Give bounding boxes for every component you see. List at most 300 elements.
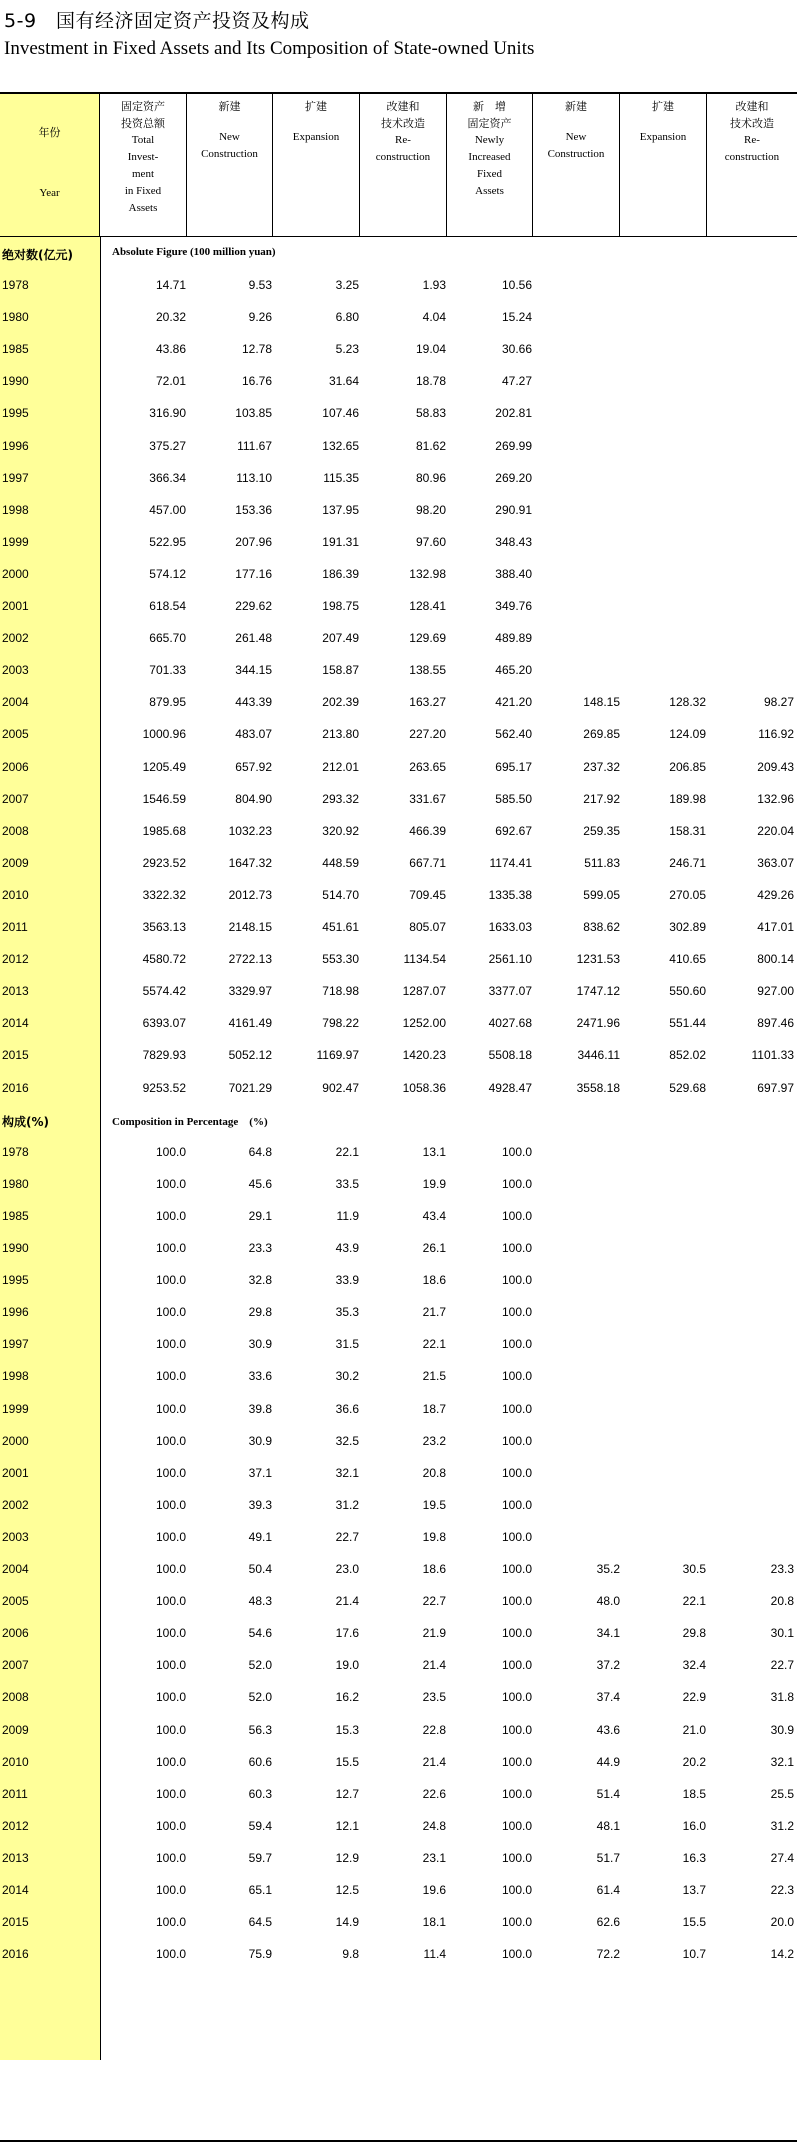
value-cell: 417.01 bbox=[757, 920, 794, 934]
value-cell: 59.7 bbox=[248, 1850, 272, 1865]
value-cell: 229.62 bbox=[235, 599, 272, 613]
value-cell: 24.8 bbox=[422, 1818, 446, 1833]
table-row bbox=[0, 1585, 797, 1617]
value-cell: 100.0 bbox=[155, 1915, 186, 1930]
value-cell: 695.17 bbox=[495, 759, 532, 774]
value-cell: 465.20 bbox=[495, 663, 532, 678]
value-cell: 100.0 bbox=[155, 1562, 186, 1576]
value-cell: 19.5 bbox=[422, 1497, 446, 1512]
value-cell: 207.96 bbox=[235, 534, 272, 549]
value-cell: 132.98 bbox=[409, 566, 446, 581]
value-cell: 9.8 bbox=[342, 1947, 359, 1962]
value-cell: 62.6 bbox=[596, 1915, 620, 1930]
year-cell: 2013 bbox=[2, 1850, 29, 1865]
value-cell: 97.60 bbox=[415, 534, 446, 549]
column-header-english: Total Invest- ment in Fixed Assets bbox=[124, 134, 162, 214]
year-cell: 2007 bbox=[2, 1658, 29, 1673]
value-cell: 100.0 bbox=[155, 1818, 186, 1833]
value-cell: 4928.47 bbox=[488, 1080, 532, 1095]
table-row bbox=[0, 1072, 797, 1104]
value-cell: 186.39 bbox=[322, 566, 359, 581]
year-cell: 1978 bbox=[2, 278, 29, 292]
year-cell: 1978 bbox=[2, 1144, 29, 1159]
value-cell: 421.20 bbox=[495, 695, 532, 710]
section-label-chinese: 构成(%) bbox=[2, 1114, 49, 1129]
value-cell: 511.83 bbox=[584, 855, 620, 870]
value-cell: 3563.13 bbox=[142, 920, 186, 934]
table-row bbox=[0, 1007, 797, 1039]
column-header-3 bbox=[273, 94, 360, 236]
column-header-english: Expansion bbox=[639, 131, 687, 143]
value-cell: 246.71 bbox=[669, 855, 706, 870]
value-cell: 113.10 bbox=[236, 470, 272, 485]
year-cell: 1997 bbox=[2, 470, 29, 485]
value-cell: 22.3 bbox=[770, 1883, 794, 1897]
value-cell: 23.3 bbox=[770, 1562, 794, 1576]
value-cell: 100.0 bbox=[155, 1690, 186, 1705]
year-cell: 2004 bbox=[2, 1562, 29, 1576]
value-cell: 22.1 bbox=[422, 1337, 446, 1352]
value-cell: 100.0 bbox=[501, 1850, 532, 1865]
value-cell: 16.0 bbox=[682, 1818, 706, 1833]
value-cell: 21.4 bbox=[422, 1754, 446, 1769]
value-cell: 1101.33 bbox=[751, 1048, 794, 1063]
table-row bbox=[0, 1457, 797, 1489]
value-cell: 270.05 bbox=[669, 887, 706, 902]
year-cell: 2007 bbox=[2, 791, 29, 806]
value-cell: 80.96 bbox=[415, 470, 446, 485]
value-cell: 100.0 bbox=[501, 1690, 532, 1705]
table-row bbox=[0, 975, 797, 1007]
value-cell: 29.8 bbox=[248, 1305, 272, 1320]
value-cell: 227.20 bbox=[409, 727, 446, 742]
table-row bbox=[0, 397, 797, 429]
year-cell: 2005 bbox=[2, 727, 29, 742]
value-cell: 1420.23 bbox=[402, 1048, 446, 1063]
value-cell: 100.0 bbox=[501, 1208, 532, 1223]
value-cell: 20.2 bbox=[682, 1754, 706, 1769]
year-cell: 2001 bbox=[2, 1465, 29, 1480]
value-cell: 31.8 bbox=[770, 1690, 794, 1705]
section-heading-section_percent bbox=[0, 1104, 797, 1136]
value-cell: 21.7 bbox=[422, 1305, 446, 1320]
value-cell: 107.46 bbox=[322, 406, 359, 421]
value-cell: 6393.07 bbox=[142, 1016, 186, 1031]
value-cell: 100.0 bbox=[155, 1658, 186, 1673]
column-header-chinese: 固定资产 投资总额 bbox=[121, 100, 165, 130]
table-row bbox=[0, 718, 797, 750]
year-cell: 2012 bbox=[2, 1818, 29, 1833]
table-row bbox=[0, 1232, 797, 1264]
value-cell: 20.32 bbox=[155, 310, 186, 325]
table-row bbox=[0, 1842, 797, 1874]
table-title-english: Investment in Fixed Assets and Its Composition of State-owned Units bbox=[4, 38, 535, 59]
value-cell: 72.01 bbox=[155, 374, 186, 389]
value-cell: 22.7 bbox=[422, 1594, 446, 1609]
value-cell: 838.62 bbox=[583, 920, 620, 934]
value-cell: 23.2 bbox=[422, 1433, 446, 1448]
value-cell: 11.9 bbox=[336, 1208, 359, 1223]
year-cell: 2004 bbox=[2, 695, 29, 710]
value-cell: 489.89 bbox=[495, 631, 532, 646]
table-row bbox=[0, 1360, 797, 1392]
value-cell: 100.0 bbox=[155, 1337, 186, 1352]
value-cell: 43.6 bbox=[596, 1722, 620, 1737]
value-cell: 19.0 bbox=[335, 1658, 359, 1673]
value-cell: 100.0 bbox=[501, 1241, 532, 1255]
table-row bbox=[0, 558, 797, 590]
table-row bbox=[0, 590, 797, 622]
column-header-7 bbox=[620, 94, 707, 236]
value-cell: 429.26 bbox=[757, 887, 794, 902]
value-cell: 19.8 bbox=[422, 1529, 446, 1544]
year-cell: 2011 bbox=[2, 1786, 28, 1801]
value-cell: 692.67 bbox=[495, 823, 532, 838]
value-cell: 18.6 bbox=[422, 1562, 446, 1576]
table-row bbox=[0, 1906, 797, 1938]
value-cell: 33.5 bbox=[335, 1176, 359, 1191]
value-cell: 22.1 bbox=[682, 1594, 706, 1609]
value-cell: 100.0 bbox=[501, 1786, 532, 1801]
value-cell: 100.0 bbox=[501, 1273, 532, 1288]
value-cell: 12.5 bbox=[335, 1883, 359, 1897]
column-header-english: New Construction bbox=[547, 131, 605, 160]
year-cell: 2011 bbox=[2, 920, 28, 934]
column-header-0 bbox=[0, 94, 100, 236]
table-row bbox=[0, 1039, 797, 1071]
column-header-english: Re- construction bbox=[724, 134, 780, 163]
year-cell: 2006 bbox=[2, 1626, 29, 1641]
value-cell: 852.02 bbox=[669, 1048, 706, 1063]
value-cell: 207.49 bbox=[322, 631, 359, 646]
value-cell: 100.0 bbox=[501, 1883, 532, 1897]
value-cell: 100.0 bbox=[155, 1305, 186, 1320]
value-cell: 18.78 bbox=[415, 374, 446, 389]
value-cell: 61.4 bbox=[596, 1883, 620, 1897]
value-cell: 177.16 bbox=[235, 566, 272, 581]
value-cell: 15.5 bbox=[335, 1754, 359, 1769]
value-cell: 18.7 bbox=[422, 1401, 446, 1416]
year-cell: 2010 bbox=[2, 1754, 29, 1769]
value-cell: 11.4 bbox=[423, 1947, 446, 1962]
value-cell: 52.0 bbox=[248, 1690, 272, 1705]
value-cell: 100.0 bbox=[501, 1337, 532, 1352]
value-cell: 667.71 bbox=[409, 855, 446, 870]
table-row bbox=[0, 1521, 797, 1553]
table-row bbox=[0, 1681, 797, 1713]
value-cell: 64.5 bbox=[248, 1915, 272, 1930]
value-cell: 14.2 bbox=[770, 1947, 794, 1962]
section-heading-section_absolute bbox=[0, 237, 797, 269]
value-cell: 32.5 bbox=[335, 1433, 359, 1448]
value-cell: 19.6 bbox=[422, 1883, 446, 1897]
value-cell: 32.1 bbox=[770, 1754, 794, 1769]
value-cell: 30.9 bbox=[770, 1722, 794, 1737]
table-row bbox=[0, 1810, 797, 1842]
table-row bbox=[0, 686, 797, 718]
value-cell: 22.8 bbox=[422, 1722, 446, 1737]
value-cell: 4161.49 bbox=[228, 1016, 272, 1031]
table-row bbox=[0, 1746, 797, 1778]
value-cell: 1174.41 bbox=[489, 855, 532, 870]
value-cell: 51.4 bbox=[596, 1786, 620, 1801]
year-cell: 2003 bbox=[2, 1529, 29, 1544]
value-cell: 100.0 bbox=[501, 1915, 532, 1930]
value-cell: 22.7 bbox=[770, 1658, 794, 1673]
column-header-1 bbox=[100, 94, 187, 236]
value-cell: 16.76 bbox=[241, 374, 272, 389]
value-cell: 100.0 bbox=[501, 1658, 532, 1673]
year-cell: 1985 bbox=[2, 1208, 29, 1223]
year-cell: 1999 bbox=[2, 534, 29, 549]
value-cell: 4027.68 bbox=[488, 1016, 532, 1031]
value-cell: 466.39 bbox=[409, 823, 446, 838]
value-cell: 29.8 bbox=[682, 1626, 706, 1641]
value-cell: 132.65 bbox=[322, 438, 359, 453]
year-cell: 1980 bbox=[2, 1176, 29, 1191]
value-cell: 128.32 bbox=[669, 695, 706, 710]
value-cell: 618.54 bbox=[149, 599, 186, 613]
value-cell: 100.0 bbox=[501, 1369, 532, 1384]
value-cell: 2923.52 bbox=[142, 855, 186, 870]
value-cell: 18.5 bbox=[682, 1786, 706, 1801]
column-header-english: Re- construction bbox=[375, 134, 431, 163]
value-cell: 39.8 bbox=[248, 1401, 272, 1416]
value-cell: 58.83 bbox=[415, 406, 446, 421]
value-cell: 100.0 bbox=[155, 1273, 186, 1288]
value-cell: 2471.96 bbox=[576, 1016, 620, 1031]
value-cell: 1647.32 bbox=[228, 855, 272, 870]
value-cell: 9.26 bbox=[248, 310, 272, 325]
value-cell: 100.0 bbox=[155, 1369, 186, 1384]
table-row bbox=[0, 911, 797, 943]
year-cell: 2000 bbox=[2, 566, 29, 581]
value-cell: 52.0 bbox=[248, 1658, 272, 1673]
value-cell: 457.00 bbox=[149, 502, 186, 517]
value-cell: 100.0 bbox=[501, 1562, 532, 1576]
table-row bbox=[0, 333, 797, 365]
value-cell: 33.9 bbox=[335, 1273, 359, 1288]
value-cell: 17.6 bbox=[335, 1626, 359, 1641]
value-cell: 574.12 bbox=[149, 566, 186, 581]
value-cell: 100.0 bbox=[155, 1241, 186, 1255]
value-cell: 448.59 bbox=[322, 855, 359, 870]
value-cell: 3446.11 bbox=[577, 1048, 620, 1063]
value-cell: 32.4 bbox=[682, 1658, 706, 1673]
value-cell: 13.1 bbox=[422, 1144, 446, 1159]
value-cell: 100.0 bbox=[155, 1144, 186, 1159]
value-cell: 14.71 bbox=[155, 278, 186, 292]
value-cell: 191.31 bbox=[322, 534, 359, 549]
value-cell: 37.4 bbox=[596, 1690, 620, 1705]
value-cell: 100.0 bbox=[155, 1754, 186, 1769]
value-cell: 100.0 bbox=[501, 1465, 532, 1480]
value-cell: 798.22 bbox=[322, 1016, 359, 1031]
year-cell: 1999 bbox=[2, 1401, 29, 1416]
section-label-chinese: 绝对数(亿元) bbox=[2, 248, 73, 262]
value-cell: 2561.10 bbox=[488, 952, 532, 967]
value-cell: 553.30 bbox=[322, 952, 359, 967]
value-cell: 51.7 bbox=[596, 1850, 620, 1865]
table-row bbox=[0, 526, 797, 558]
value-cell: 269.85 bbox=[583, 727, 620, 742]
value-cell: 1000.96 bbox=[142, 727, 186, 742]
value-cell: 22.1 bbox=[335, 1144, 359, 1159]
column-header-english: Newly Increased Fixed Assets bbox=[468, 134, 511, 197]
year-cell: 2003 bbox=[2, 663, 29, 678]
value-cell: 902.47 bbox=[322, 1080, 359, 1095]
value-cell: 100.0 bbox=[155, 1465, 186, 1480]
year-cell: 2005 bbox=[2, 1594, 29, 1609]
value-cell: 30.5 bbox=[682, 1562, 706, 1576]
value-cell: 19.04 bbox=[415, 342, 446, 357]
table-row bbox=[0, 1553, 797, 1585]
value-cell: 344.15 bbox=[235, 663, 272, 678]
value-cell: 20.8 bbox=[770, 1594, 794, 1609]
value-cell: 15.24 bbox=[501, 310, 532, 325]
value-cell: 550.60 bbox=[669, 984, 706, 999]
value-cell: 34.1 bbox=[596, 1626, 620, 1641]
value-cell: 263.65 bbox=[409, 759, 446, 774]
value-cell: 1747.12 bbox=[576, 984, 620, 999]
year-cell: 2009 bbox=[2, 855, 29, 870]
section-label-english: Absolute Figure (100 million yuan) bbox=[112, 246, 276, 258]
value-cell: 320.92 bbox=[322, 823, 359, 838]
value-cell: 158.31 bbox=[669, 823, 706, 838]
year-cell: 1990 bbox=[2, 374, 29, 389]
value-cell: 153.36 bbox=[235, 502, 272, 517]
value-cell: 718.98 bbox=[322, 984, 359, 999]
value-cell: 5.23 bbox=[335, 342, 359, 357]
value-cell: 1134.54 bbox=[403, 952, 446, 967]
value-cell: 129.69 bbox=[409, 631, 446, 646]
value-cell: 269.99 bbox=[495, 438, 532, 453]
value-cell: 3322.32 bbox=[142, 887, 186, 902]
value-cell: 21.4 bbox=[335, 1594, 359, 1609]
table-row bbox=[0, 654, 797, 686]
table-row bbox=[0, 365, 797, 397]
value-cell: 44.9 bbox=[596, 1754, 620, 1769]
value-cell: 269.20 bbox=[495, 470, 532, 485]
value-cell: 30.9 bbox=[248, 1337, 272, 1352]
value-cell: 1252.00 bbox=[402, 1016, 446, 1031]
value-cell: 19.9 bbox=[422, 1176, 446, 1191]
table-row bbox=[0, 815, 797, 847]
column-header-chinese: 年份 bbox=[38, 126, 61, 139]
value-cell: 59.4 bbox=[248, 1818, 272, 1833]
value-cell: 15.5 bbox=[682, 1915, 706, 1930]
value-cell: 75.9 bbox=[248, 1947, 272, 1962]
value-cell: 551.44 bbox=[669, 1016, 706, 1031]
value-cell: 100.0 bbox=[155, 1883, 186, 1897]
table-row bbox=[0, 1328, 797, 1360]
value-cell: 30.1 bbox=[770, 1626, 794, 1641]
value-cell: 21.4 bbox=[422, 1658, 446, 1673]
value-cell: 98.20 bbox=[415, 502, 446, 517]
value-cell: 20.0 bbox=[770, 1915, 794, 1930]
value-cell: 29.1 bbox=[248, 1208, 272, 1223]
value-cell: 22.6 bbox=[422, 1786, 446, 1801]
value-cell: 37.2 bbox=[596, 1658, 620, 1673]
column-header-chinese: 扩建 bbox=[305, 100, 327, 113]
value-cell: 21.9 bbox=[422, 1626, 446, 1641]
value-cell: 1546.59 bbox=[142, 791, 186, 806]
value-cell: 36.6 bbox=[335, 1401, 359, 1416]
value-cell: 100.0 bbox=[155, 1401, 186, 1416]
value-cell: 100.0 bbox=[155, 1722, 186, 1737]
value-cell: 3.25 bbox=[335, 278, 359, 292]
value-cell: 35.2 bbox=[596, 1562, 620, 1576]
value-cell: 7829.93 bbox=[142, 1048, 186, 1063]
year-cell: 2012 bbox=[2, 952, 29, 967]
value-cell: 10.56 bbox=[501, 278, 532, 292]
value-cell: 529.68 bbox=[669, 1080, 706, 1095]
value-cell: 98.27 bbox=[763, 695, 794, 710]
value-cell: 138.55 bbox=[409, 663, 446, 678]
value-cell: 212.01 bbox=[322, 759, 359, 774]
value-cell: 514.70 bbox=[322, 887, 359, 902]
value-cell: 100.0 bbox=[501, 1818, 532, 1833]
year-cell: 2015 bbox=[2, 1915, 29, 1930]
value-cell: 100.0 bbox=[155, 1850, 186, 1865]
value-cell: 100.0 bbox=[155, 1176, 186, 1191]
value-cell: 20.8 bbox=[422, 1465, 446, 1480]
column-header-4 bbox=[360, 94, 447, 236]
value-cell: 100.0 bbox=[501, 1401, 532, 1416]
value-cell: 100.0 bbox=[155, 1786, 186, 1801]
column-header-2 bbox=[187, 94, 273, 236]
table-row bbox=[0, 751, 797, 783]
value-cell: 237.32 bbox=[583, 759, 620, 774]
value-cell: 43.9 bbox=[335, 1241, 359, 1255]
year-cell: 2013 bbox=[2, 984, 29, 999]
value-cell: 363.07 bbox=[757, 855, 794, 870]
year-cell: 2006 bbox=[2, 759, 29, 774]
value-cell: 701.33 bbox=[149, 663, 186, 678]
year-cell: 2008 bbox=[2, 823, 29, 838]
value-cell: 32.1 bbox=[335, 1465, 359, 1480]
value-cell: 23.3 bbox=[248, 1241, 272, 1255]
value-cell: 202.39 bbox=[322, 695, 359, 710]
value-cell: 26.1 bbox=[422, 1241, 446, 1255]
value-cell: 349.76 bbox=[495, 599, 532, 613]
value-cell: 60.3 bbox=[248, 1786, 272, 1801]
value-cell: 261.48 bbox=[235, 631, 272, 646]
value-cell: 48.3 bbox=[248, 1594, 272, 1609]
table-row bbox=[0, 462, 797, 494]
value-cell: 331.67 bbox=[409, 791, 446, 806]
table-row bbox=[0, 1714, 797, 1746]
value-cell: 388.40 bbox=[495, 566, 532, 581]
value-cell: 64.8 bbox=[248, 1144, 272, 1159]
value-cell: 805.07 bbox=[409, 920, 446, 934]
value-cell: 1032.23 bbox=[228, 823, 272, 838]
column-header-chinese: 改建和 技术改造 bbox=[730, 100, 774, 130]
year-cell: 2016 bbox=[2, 1947, 29, 1962]
value-cell: 158.87 bbox=[322, 663, 359, 678]
value-cell: 4580.72 bbox=[142, 952, 186, 967]
value-cell: 599.05 bbox=[583, 887, 620, 902]
year-cell: 1990 bbox=[2, 1241, 29, 1255]
table-row bbox=[0, 1136, 797, 1168]
value-cell: 9253.52 bbox=[142, 1080, 186, 1095]
value-cell: 56.3 bbox=[248, 1722, 272, 1737]
value-cell: 1169.97 bbox=[316, 1048, 359, 1063]
value-cell: 100.0 bbox=[155, 1433, 186, 1448]
value-cell: 3329.97 bbox=[228, 984, 272, 999]
value-cell: 2722.13 bbox=[228, 952, 272, 967]
value-cell: 12.9 bbox=[335, 1850, 359, 1865]
